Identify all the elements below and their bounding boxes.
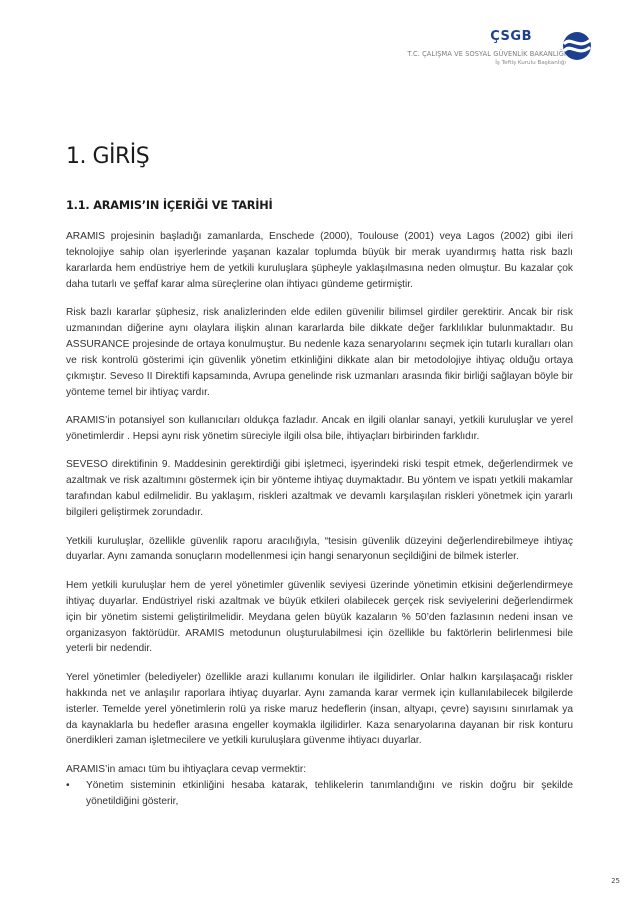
paragraph-8: ARAMIS’in amacı tüm bu ihtiyaçlara cevap vermektir: xyxy=(66,763,307,775)
ministry-name: T.C. ÇALIŞMA VE SOSYAL GÜVENLİK BAKANLIĞI xyxy=(407,50,566,58)
page-header xyxy=(407,30,566,66)
csgb-wave-logo-icon xyxy=(562,31,592,61)
bullet-text: Yönetim sisteminin etkinliğini hesaba katarak, tehlikelerin tanımlandığını ve riskin doğru bir şekilde yönetildiğini gösterir, xyxy=(86,779,573,807)
bullet-marker: • xyxy=(66,779,70,791)
paragraph-1: ARAMIS projesinin başladığı zamanlarda, Enschede (2000), Toulouse (2001) veya Lagos (2002) gibi ileri teknolojiye sahip olan işyerlerinde yaşanan kazalar toplumda büyük bir merak uyandırmış hatta risk bazlı kararlarda hem endüstriye hem de yetkili kuruluşlara şüpheyle yaklaşılmasına neden olmuştur. Bu kazalar çok daha tutarlı ve şeffaf karar alma süreçlerine olan ihtiyacı gündeme getirmiştir. xyxy=(66,231,573,290)
section-title: 1.1. ARAMIS’IN İÇERİĞİ VE TARİHİ xyxy=(66,199,273,212)
paragraph-3: ARAMIS’in potansiyel son kullanıcıları oldukça fazladır. Ancak en ilgili olanlar sanayi, yetkili kuruluşlar ve yerel yönetimlerdir . Hepsi aynı risk yönetim süreciyle ilgili olsa bile, ihtiyaçları birbirinden farklıdır. xyxy=(66,415,573,442)
paragraph-5: Yetkili kuruluşlar, özellikle güvenlik raporu aracılığıyla, “tesisin güvenlik düzeyini değerlendirebilmeye ihtiyaç duyarlar. Aynı zamanda sonuçların modellenmesi için hangi senaryonun seçildiğini de bilmek isterler. xyxy=(66,535,573,563)
department-name: İş Teftiş Kurulu Başkanlığı xyxy=(495,60,566,66)
paragraph-4: SEVESO direktifinin 9. Maddesinin gerektirdiği gibi işletmeci, işyerindeki riski tespit etmek, değerlendirmek ve azaltmak ve risk azaltımını göstermek için bir yönteme ihtiyaç duymaktadır. Bu yöntem ve ispatı yetkili makamlar tarafından kabul edilmelidir. Bu yaklaşım, riskleri azaltmak ve devamlı karşılaşılan riskleri yönetmek için yararlı bilgileri geliştirmek zorundadır. xyxy=(66,459,573,519)
brand-name: ÇSGB xyxy=(490,29,532,44)
paragraph-7: Yerel yönetimler (belediyeler) özellikle arazi kullanımı konuları ile ilgilidirler. Onlar halkın karşılaşacağı riskler hakkında net ve anlaşılır raporlara ihtiyaç duyarlar. Aynı zamanda karar vermek için kullanılabilecek bilgilerde isterler. Temelde yerel yönetimlerin rolü ya riske maruz hedeflerin (insan, altyapı, çevre) sayısını sınırlamak ya da kaynaklarla bu hedefler arasına engeller koymakla ilgilidirler. Kaza senaryolarına dayanan bir risk konturu önerdikleri zaman işletmecilere ve yetkili kuruluşlara güvenme ihtiyacı duyarlar. xyxy=(66,671,573,747)
page-number: 25 xyxy=(611,877,620,885)
list-item xyxy=(66,778,573,810)
paragraph-2: Risk bazlı kararlar şüphesiz, risk analizlerinden elde edilen güvenilir bilimsel girdiler gerektirir. Ancak bir risk uzmanından diğerine aynı olaylara ilişkin alınan kararlarda bile dikkate değer farklılıklar bulunmaktadır. Bu ASSURANCE projesinde de ortaya konulmuştur. Bu nedenle kaza senaryolarını seçmek için tutarlı kuralları olan ve risk kontrolü gösterimi için güvenlik yönetim etkinliğini dikkate alan bir metodolojiye ihtiyaç olduğu ortaya çıkmıştır. Seveso II Direktifi kapsamında, Avrupa genelinde risk uzmanları arasında fikir birliği sağlayan böyle bir yönteme temel bir ihtiyaç vardır. xyxy=(66,307,573,398)
chapter-title: 1. GİRİŞ xyxy=(66,144,150,169)
body-text xyxy=(66,229,573,810)
paragraph-6: Hem yetkili kuruluşlar hem de yerel yönetimler güvenlik seviyesi üzerinde yönetimin etkisini değerlendirmeye ihtiyaç duyarlar. Endüstriyel riski azaltmak ve büyük etkileri olabilecek gerçek risk seviyelerini değerlendirmek için bir yönetim sistemi geliştirilmelidir. Meydana gelen büyük kazaların % 50’den fazlasının nedeni insan ve organizasyon faktörüdür. ARAMIS metodunun oluşturulabilmesi için özellikle bu faktörlerin belirlenmesi bile yeterli bir nedendir. xyxy=(66,579,573,655)
